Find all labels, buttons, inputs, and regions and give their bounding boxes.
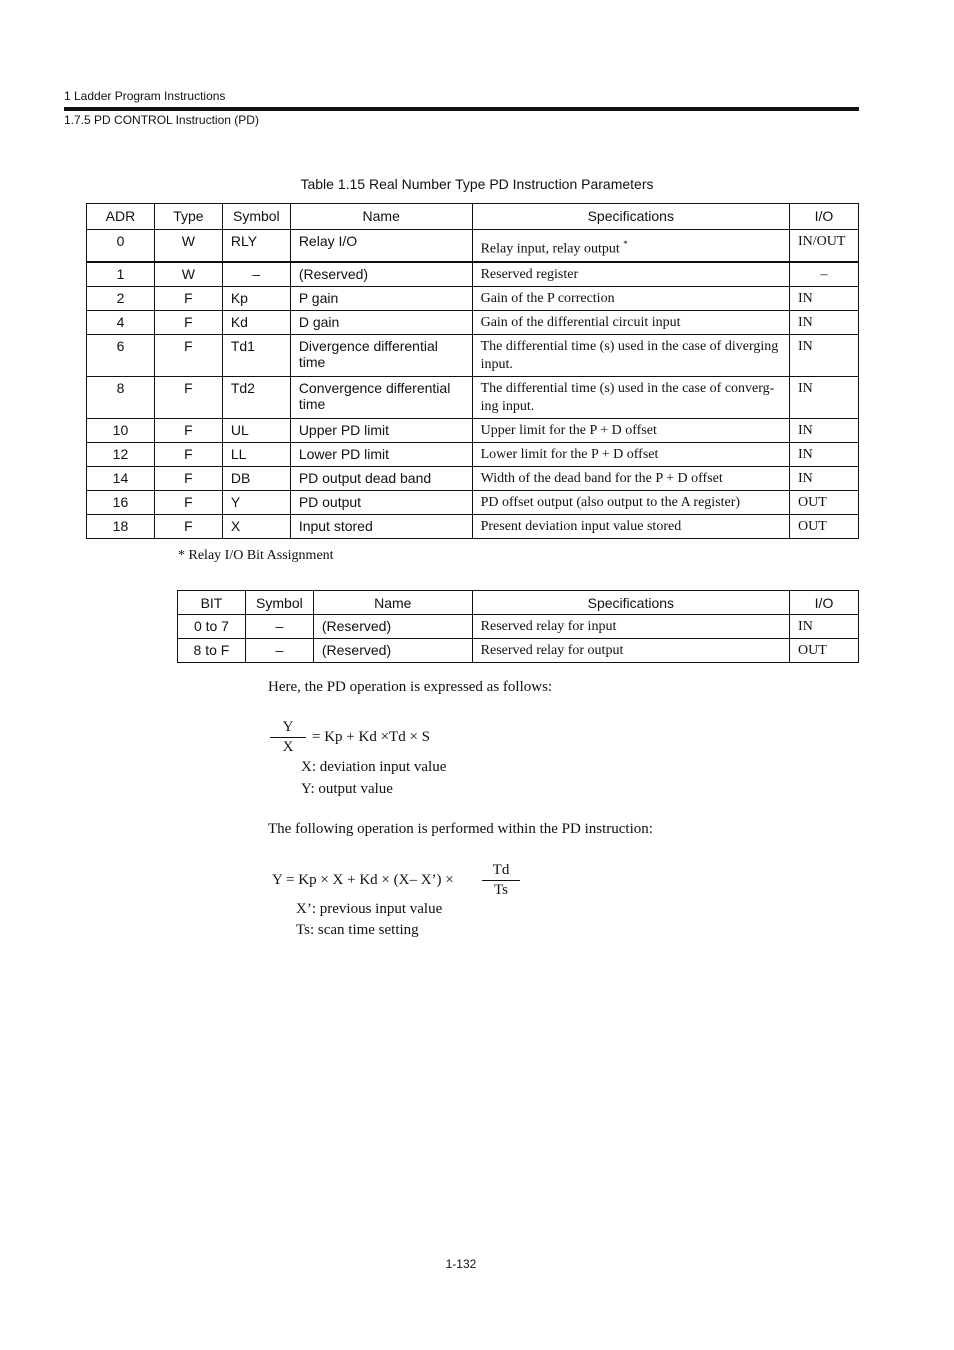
type-cell: W bbox=[154, 262, 222, 287]
type-cell: F bbox=[154, 418, 222, 442]
column-header: I/O bbox=[790, 591, 859, 615]
table-row bbox=[87, 334, 859, 376]
type-cell: F bbox=[154, 466, 222, 490]
table-header-row bbox=[87, 204, 859, 230]
name-cell: Upper PD limit bbox=[290, 418, 472, 442]
column-header: Specifications bbox=[472, 204, 789, 230]
symbol-cell: UL bbox=[222, 418, 290, 442]
eq1-rhs: = Kp + Kd ×Td × S bbox=[312, 729, 431, 745]
table-row bbox=[87, 286, 859, 310]
table-row bbox=[87, 230, 859, 262]
spec-cell bbox=[472, 230, 789, 262]
parameters-table bbox=[86, 203, 859, 539]
io-cell: IN/OUT bbox=[789, 230, 858, 262]
symbol-cell: – bbox=[245, 615, 313, 639]
io-cell: IN bbox=[789, 334, 858, 376]
name-cell: Input stored bbox=[290, 514, 472, 538]
eq2-lhs: Y = Kp × X + Kd × (X– X’) × bbox=[272, 872, 454, 888]
eq2-numerator: Td bbox=[492, 862, 510, 878]
table-row bbox=[87, 418, 859, 442]
symbol-cell: LL bbox=[222, 442, 290, 466]
bit-cell: 0 to 7 bbox=[178, 615, 246, 639]
chapter-header: 1 Ladder Program Instructions bbox=[64, 89, 226, 103]
symbol-cell: X bbox=[222, 514, 290, 538]
io-cell: IN bbox=[789, 466, 858, 490]
type-cell: F bbox=[154, 442, 222, 466]
symbol-cell: Y bbox=[222, 490, 290, 514]
spec-cell: Present deviation input value stored bbox=[472, 514, 789, 538]
spec-cell: Gain of the differential circuit input bbox=[472, 310, 789, 334]
symbol-cell: Kp bbox=[222, 286, 290, 310]
name-cell: Convergence differential time bbox=[290, 376, 472, 418]
adr-cell: 1 bbox=[87, 262, 155, 287]
io-cell: OUT bbox=[789, 490, 858, 514]
name-cell: (Reserved) bbox=[290, 262, 472, 287]
adr-cell: 4 bbox=[87, 310, 155, 334]
column-header: I/O bbox=[789, 204, 858, 230]
name-cell: Lower PD limit bbox=[290, 442, 472, 466]
adr-cell: 16 bbox=[87, 490, 155, 514]
spec-cell: PD offset output (also output to the A register) bbox=[472, 490, 789, 514]
eq2-def-ts: Ts: scan time setting bbox=[296, 922, 419, 938]
eq1-denominator: X bbox=[282, 739, 294, 755]
spec-cell: Width of the dead band for the P + D offset bbox=[472, 466, 789, 490]
column-header: Name bbox=[290, 204, 472, 230]
name-cell: P gain bbox=[290, 286, 472, 310]
adr-cell: 2 bbox=[87, 286, 155, 310]
bit-cell: 8 to F bbox=[178, 639, 246, 663]
adr-cell: 18 bbox=[87, 514, 155, 538]
eq1-fraction-bar bbox=[270, 737, 306, 738]
name-cell: D gain bbox=[290, 310, 472, 334]
intro-paragraph-1: Here, the PD operation is expressed as follows: bbox=[268, 679, 553, 695]
type-cell: F bbox=[154, 376, 222, 418]
io-cell: IN bbox=[789, 418, 858, 442]
symbol-cell: Kd bbox=[222, 310, 290, 334]
eq1-def-y: Y: output value bbox=[301, 781, 393, 797]
symbol-cell: RLY bbox=[222, 230, 290, 262]
table-row bbox=[87, 490, 859, 514]
table-row bbox=[87, 466, 859, 490]
io-cell: IN bbox=[789, 286, 858, 310]
spec-cell: The differential time (s) used in the case of diverging input. bbox=[472, 334, 789, 376]
symbol-cell: – bbox=[245, 639, 313, 663]
eq1-def-x: X: deviation input value bbox=[301, 759, 447, 775]
footnote: * Relay I/O Bit Assignment bbox=[178, 548, 334, 563]
table-row bbox=[87, 310, 859, 334]
name-cell: PD output bbox=[290, 490, 472, 514]
relay-bit-table bbox=[177, 590, 859, 663]
column-header: Type bbox=[154, 204, 222, 230]
table-caption: Table 1.15 Real Number Type PD Instruction Parameters bbox=[300, 176, 654, 192]
table-row bbox=[178, 615, 859, 639]
eq2-def-xprev: X’: previous input value bbox=[296, 901, 443, 917]
type-cell: F bbox=[154, 286, 222, 310]
table-row bbox=[87, 262, 859, 287]
io-cell: IN bbox=[789, 442, 858, 466]
symbol-cell: Td2 bbox=[222, 376, 290, 418]
column-header: ADR bbox=[87, 204, 155, 230]
footnote-mark: * bbox=[623, 239, 628, 249]
adr-cell: 8 bbox=[87, 376, 155, 418]
intro-paragraph-2: The following operation is performed within the PD instruction: bbox=[268, 821, 653, 837]
eq1-numerator: Y bbox=[282, 719, 294, 735]
name-cell: Relay I/O bbox=[290, 230, 472, 262]
page-number: 1-132 bbox=[445, 1257, 477, 1271]
io-cell: IN bbox=[790, 615, 859, 639]
adr-cell: 0 bbox=[87, 230, 155, 262]
spec-cell: Upper limit for the P + D offset bbox=[472, 418, 789, 442]
type-cell: W bbox=[154, 230, 222, 262]
io-cell: OUT bbox=[790, 639, 859, 663]
table-header-row bbox=[178, 591, 859, 615]
column-header: Symbol bbox=[222, 204, 290, 230]
name-cell: Divergence differential time bbox=[290, 334, 472, 376]
section-header: 1.7.5 PD CONTROL Instruction (PD) bbox=[64, 113, 259, 127]
adr-cell: 12 bbox=[87, 442, 155, 466]
spec-cell: Reserved register bbox=[472, 262, 789, 287]
spec-text: Relay input, relay output bbox=[480, 241, 620, 257]
symbol-cell: DB bbox=[222, 466, 290, 490]
adr-cell: 14 bbox=[87, 466, 155, 490]
type-cell: F bbox=[154, 334, 222, 376]
spec-cell: The differential time (s) used in the case of converg-ing input. bbox=[472, 376, 789, 418]
adr-cell: 6 bbox=[87, 334, 155, 376]
eq2-denominator: Ts bbox=[494, 882, 508, 898]
io-cell: IN bbox=[789, 376, 858, 418]
type-cell: F bbox=[154, 490, 222, 514]
type-cell: F bbox=[154, 514, 222, 538]
io-cell: IN bbox=[789, 310, 858, 334]
column-header: Symbol bbox=[245, 591, 313, 615]
column-header: Name bbox=[313, 591, 472, 615]
name-cell: (Reserved) bbox=[313, 639, 472, 663]
adr-cell: 10 bbox=[87, 418, 155, 442]
spec-cell: Gain of the P correction bbox=[472, 286, 789, 310]
table-row bbox=[178, 639, 859, 663]
symbol-cell: Td1 bbox=[222, 334, 290, 376]
header-rule bbox=[64, 107, 859, 111]
table-row bbox=[87, 376, 859, 418]
table-row bbox=[87, 514, 859, 538]
spec-cell: Reserved relay for output bbox=[472, 639, 789, 663]
name-cell: PD output dead band bbox=[290, 466, 472, 490]
io-cell: OUT bbox=[789, 514, 858, 538]
type-cell: F bbox=[154, 310, 222, 334]
column-header: BIT bbox=[178, 591, 246, 615]
table-row bbox=[87, 442, 859, 466]
io-cell: – bbox=[789, 262, 858, 287]
symbol-cell: – bbox=[222, 262, 290, 287]
eq2-fraction-bar bbox=[482, 880, 520, 881]
name-cell: (Reserved) bbox=[313, 615, 472, 639]
spec-cell: Reserved relay for input bbox=[472, 615, 789, 639]
column-header: Specifications bbox=[472, 591, 789, 615]
spec-cell: Lower limit for the P + D offset bbox=[472, 442, 789, 466]
